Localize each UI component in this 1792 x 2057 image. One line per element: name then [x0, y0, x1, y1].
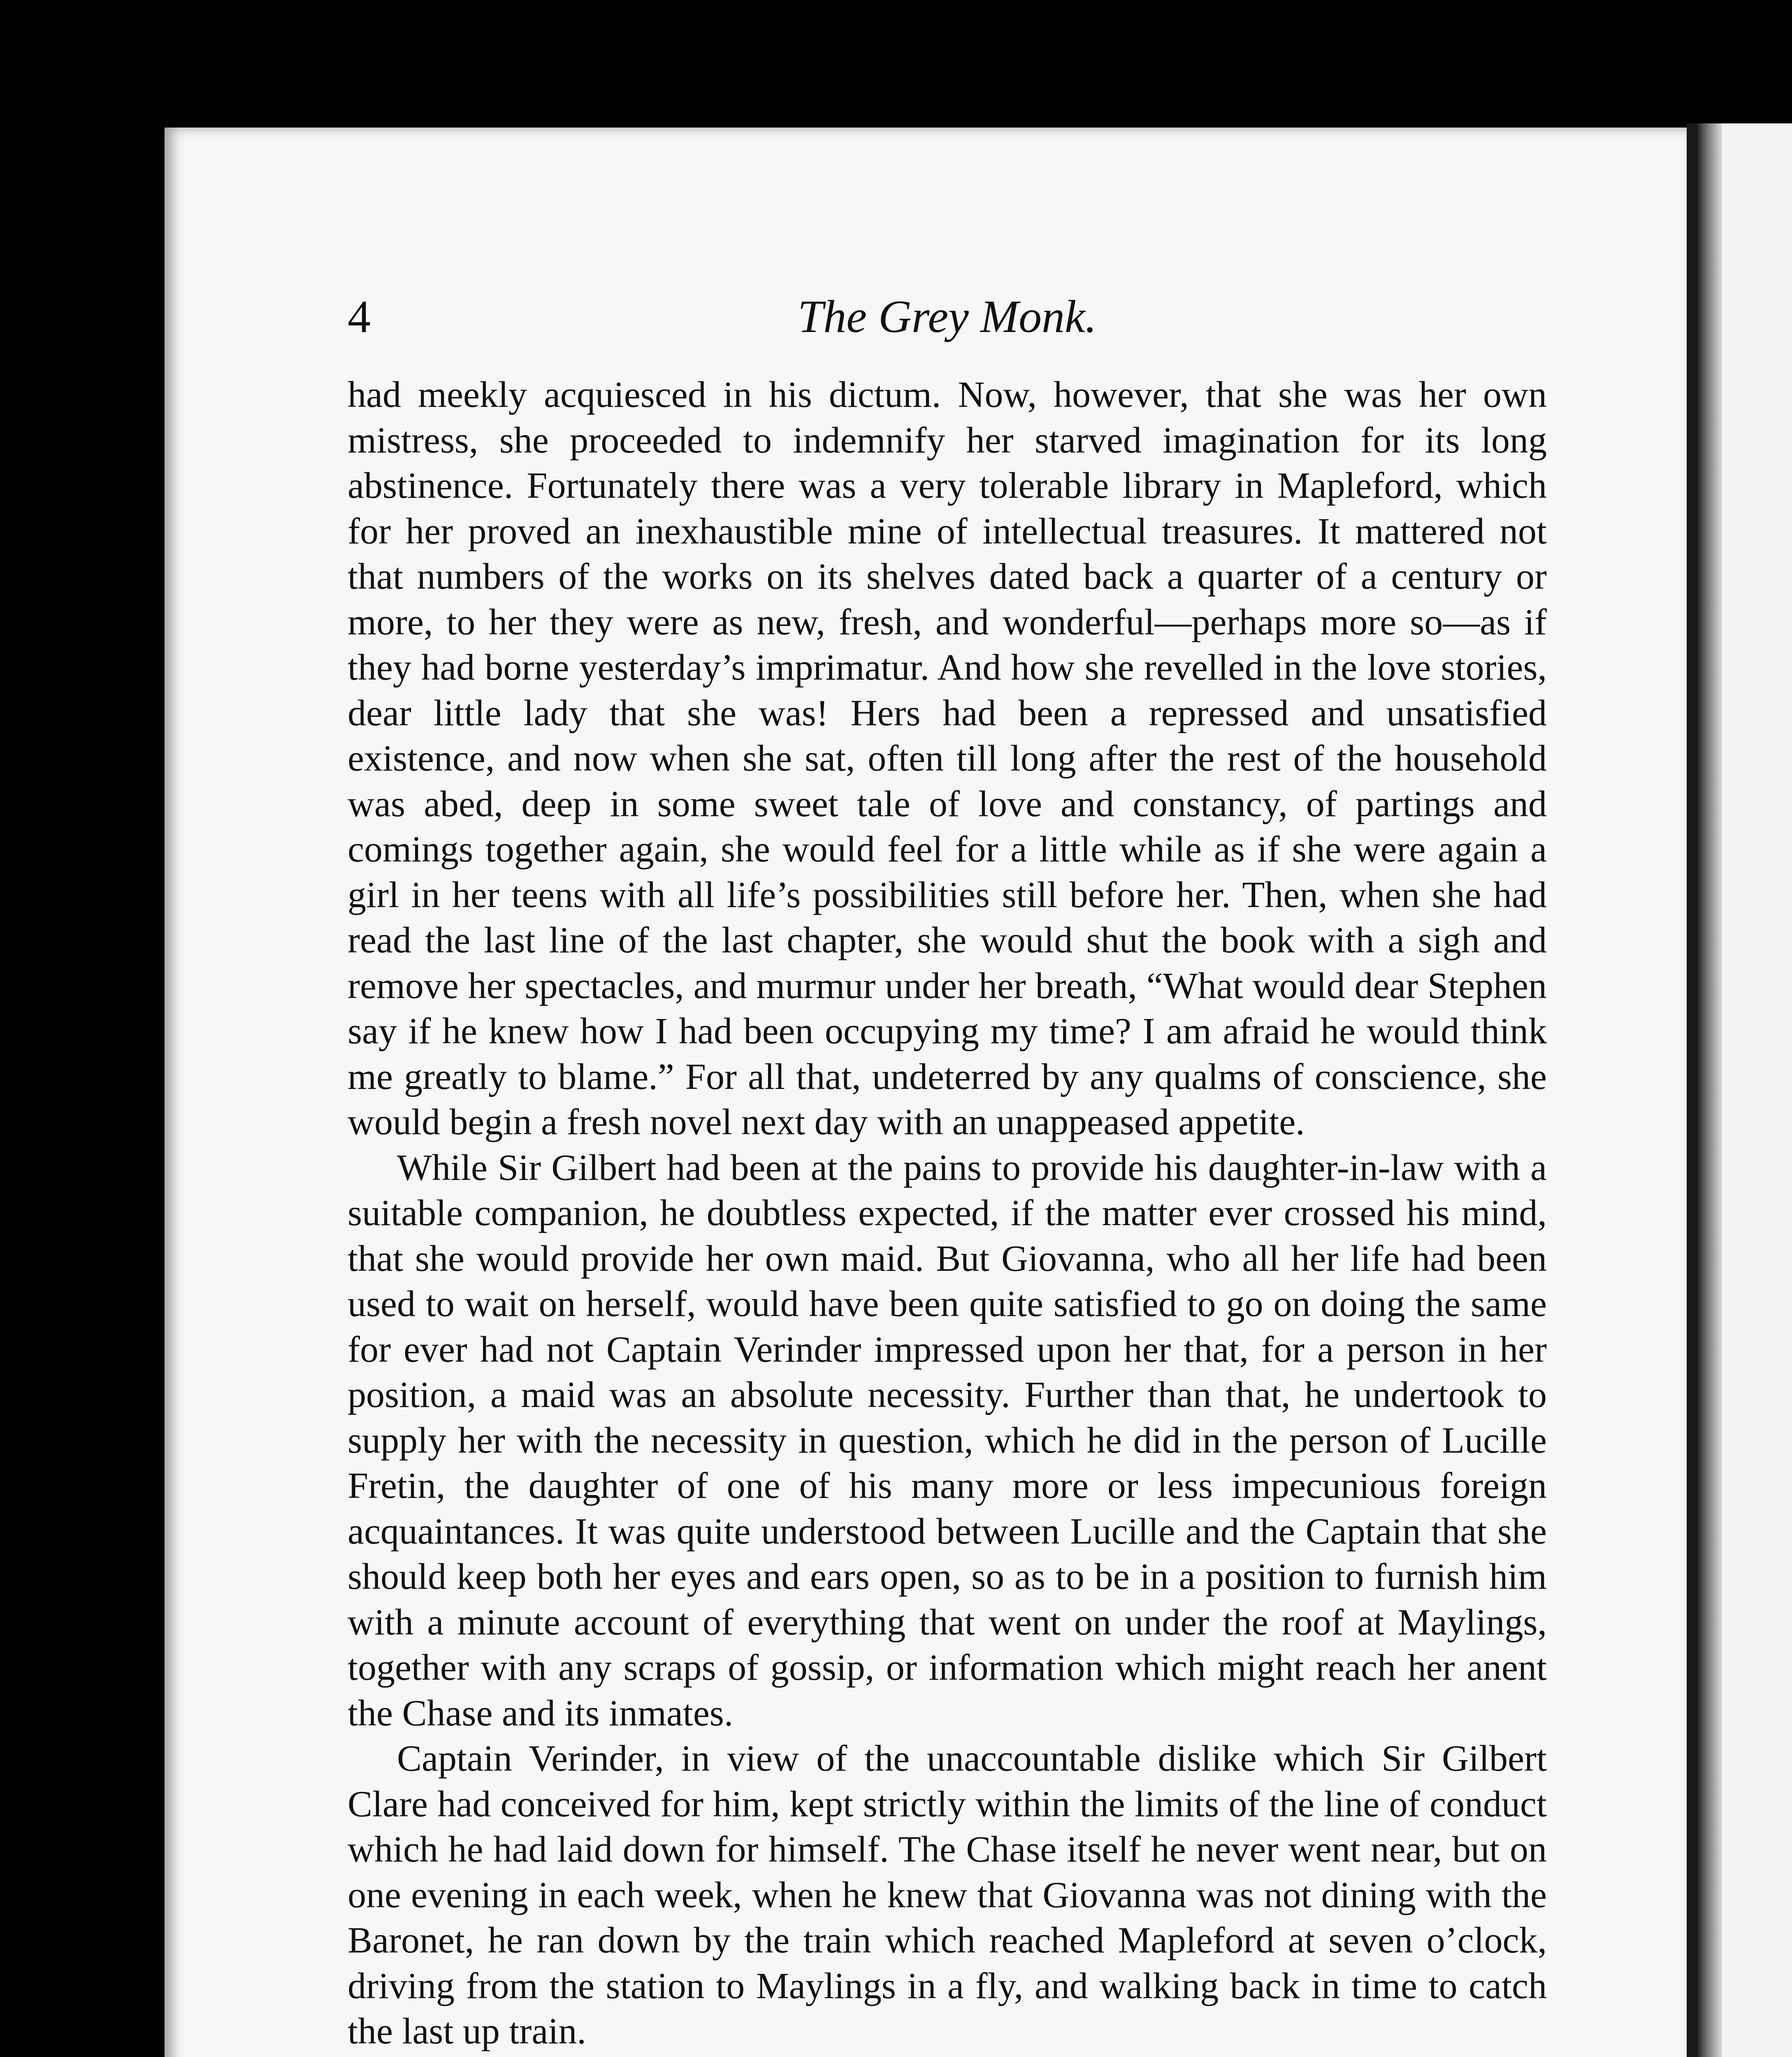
next-page-edge [1687, 123, 1792, 2057]
page-gutter [1697, 123, 1722, 2057]
body-text [348, 372, 1547, 2057]
paragraph-3: Captain Verinder, in view of the unaccountable dislike which Sir Gilbert Clare had conceived for him, kept strictly within the limits of the line of conduct which he had laid down for himself. The Chase itself he never went near, but on one evening in each week, when he knew that Giovanna was not dining with the Baronet, he ran down by the train which reached Mapleford at seven o’clock, driving from the station to Maylings in a fly, and walking back in time to catch the last up train. [348, 1738, 1547, 2052]
paragraph-1: had meekly acquiesced in his dictum. Now, however, that she was her own mistress, she proceeded to indemnify her starved imagination for its long abstinence. Fortunately there was a very tolerable library in Mapleford, which for her proved an inexhaustible mine of intellectual treasures. It mattered not that numbers of the works on its shelves dated back a quarter of a century or more, to her they were as new, fresh, and wonderful—perhaps more so—as if they had borne yesterday’s imprimatur. And how she revelled in the love stories, dear little lady that she was! Hers had been a repressed and unsatisfied existence, and now when she sat, often till long after the rest of the household was abed, deep in some sweet tale of love and constancy, of partings and comings together again, she would feel for a little while as if she were again a girl in her teens with all life’s possibilities still before her. Then, when she had read the last line of the last chapter, she would shut the book with a sigh and remove her spectacles, and murmur under her breath, “What would dear Stephen say if he knew how I had been occupying my time? I am afraid he would think me greatly to blame.” For all that, undeterred by any qualms of conscience, she would begin a fresh novel next day with an unappeased appetite. [348, 374, 1547, 1142]
page-header [348, 288, 1547, 346]
paragraph-2: While Sir Gilbert had been at the pains to provide his daughter-in-law with a suitable companion, he doubtless expected, if the matter ever crossed his mind, that she would provide her own maid. But Giovanna, who all her life had been used to wait on herself, would have been quite satisfied to go on doing the same for ever had not Captain Verinder impressed upon her that, for a person in her position, a maid was an absolute necessity. Further than that, he undertook to supply her with the necessity in question, which he did in the person of Lucille Fretin, the daughter of one of his many more or less impecunious foreign acquaintances. It was quite understood between Lucille and the Captain that she should keep both her eyes and ears open, so as to be in a position to furnish him with a minute account of everything that went on under the roof at Maylings, together with any scraps of gossip, or information which might reach her anent the Chase and its inmates. [348, 1147, 1547, 1734]
paragraph-4 [348, 2055, 1547, 2057]
page-number: 4 [348, 291, 371, 342]
running-title: The Grey Monk. [798, 291, 1097, 342]
